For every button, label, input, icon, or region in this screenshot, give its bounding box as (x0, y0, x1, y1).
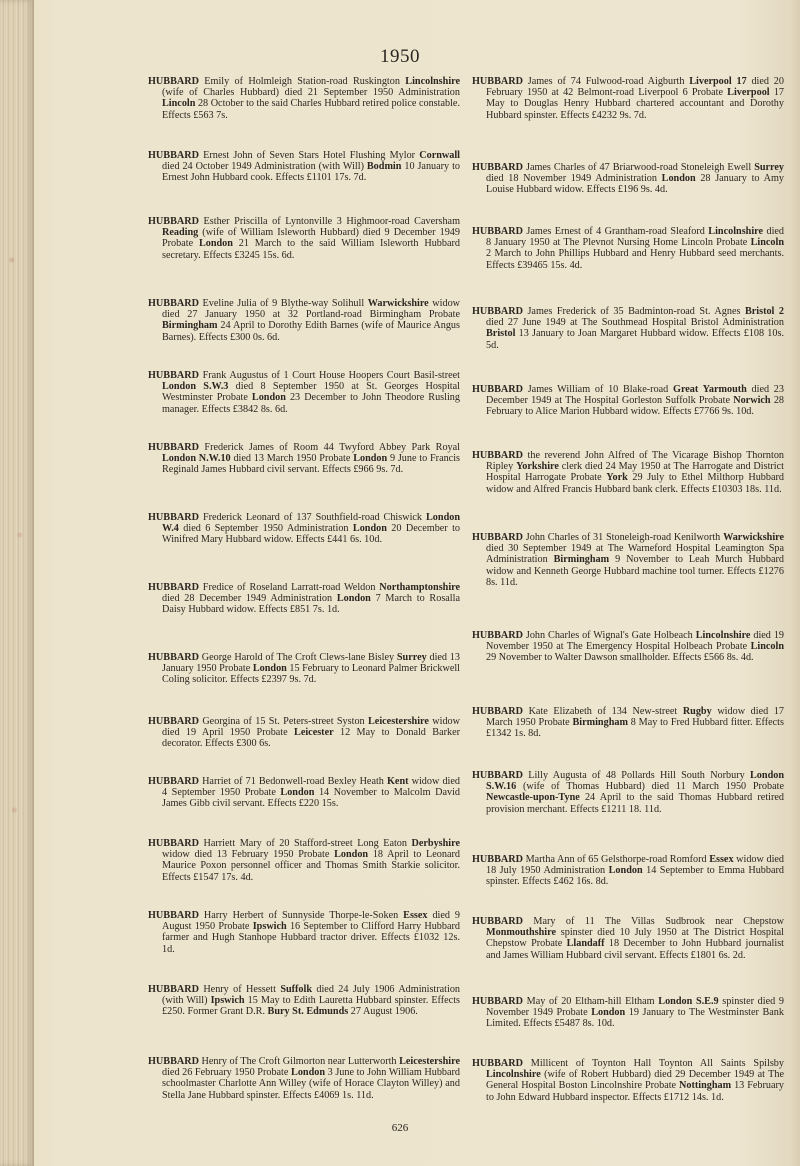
entry-text: widow died 17 March 1950 Probate (486, 706, 785, 729)
entry-place-bold: London (291, 1067, 326, 1079)
entry-text: spinster died 9 November 1949 Probate (486, 996, 785, 1019)
entry-surname: HUBBARD (472, 162, 523, 173)
entry-surname: HUBBARD (148, 216, 199, 227)
entry-text: 29 July to Ethel Milthorp Hubbard widow and Alfred Francis Hubbard bank clerk. Effects £10303 18s. 11d. (486, 472, 784, 495)
entry-place-bold: Liverpool 17 (689, 76, 747, 87)
entry-text: John Charles of Wignal's Gate Holbeach (525, 630, 696, 641)
entry-text: 14 September to Emma Hubbard spinster. Effects £462 16s. 8d. (486, 865, 784, 888)
entry-text: James Frederick of 35 Badminton-road St. Agnes (527, 306, 745, 317)
entry-text: 13 February to John Edward Hubbard inspector. Effects £1712 14s. 1d. (486, 1080, 784, 1103)
entry-surname: HUBBARD (148, 984, 199, 995)
entry-text: 8 May to Fred Hubbard fitter. Effects £1342 1s. 8d. (486, 717, 784, 740)
entry-text: 27 August 1906. (348, 1006, 418, 1018)
entry-text: died 13 March 1950 Probate (230, 453, 354, 465)
register-entry (148, 582, 460, 616)
entry-surname: HUBBARD (148, 298, 199, 309)
entry-text: Harriet of 71 Bedonwell-road Bexley Heath (202, 776, 387, 787)
entry-place-bold: Ipswich (252, 921, 287, 933)
entry-text: died 13 January 1950 Probate (162, 652, 460, 675)
register-entry (148, 442, 460, 476)
entry-surname: HUBBARD (472, 630, 523, 641)
entry-surname: HUBBARD (472, 532, 523, 543)
entry-place-bold: London (352, 523, 387, 535)
entry-place-bold: London (661, 173, 696, 185)
entry-text: died 8 January 1950 at The Plevnot Nursing Home Lincoln Probate (486, 226, 785, 249)
entry-place-bold: Nottingham (679, 1080, 732, 1092)
entry-text: died 20 February 1950 at 42 Belmont-road Liverpool 6 Probate (486, 76, 784, 99)
entry-place-bold: London W.4 (162, 512, 460, 535)
entry-place-bold: London (251, 392, 286, 404)
entry-text: Henry of Hessett (203, 984, 281, 995)
entry-surname: HUBBARD (148, 442, 199, 453)
entry-text: 2 March to John Phillips Hubbard and Henry Hubbard seed merchants. Effects £39465 15s. 4d. (486, 248, 784, 271)
entry-text: James Ernest of 4 Grantham-road Sleaford (526, 226, 709, 237)
entry-place-bold: Leicestershire (368, 716, 429, 727)
entry-place-bold: London S.E.9 (658, 996, 719, 1007)
entry-surname: HUBBARD (148, 776, 199, 787)
register-entry (472, 630, 784, 664)
entry-text: Harriett Mary of 20 Stafford-street Long Eaton (203, 838, 412, 849)
entry-text: 3 June to John William Hubbard schoolmaster Charlotte Ann Willey (wife of Horace Clayton Willey) and Stella Jane Hubbard spinster. Effects £4069 1s. 11d. (162, 1067, 461, 1101)
entry-text: 19 January to The Westminster Bank Limited. Effects £5487 8s. 10d. (486, 1007, 784, 1030)
entry-text: widow died 19 April 1950 Probate (162, 716, 461, 739)
page-year-heading: 1950 (380, 46, 420, 67)
entry-text: Mary of 11 The Villas Sudbrook near Chepstow (533, 916, 784, 927)
entry-text: 20 December to Winifred Mary Hubbard widow. Effects £441 6s. 10d. (162, 523, 461, 546)
entry-text: died 24 October 1949 Administration (with Will) (162, 161, 367, 173)
entry-text: spinster died 10 July 1950 at The District Hospital Chepstow Probate (486, 927, 784, 950)
entry-place-bold: Essex (403, 910, 428, 921)
entry-place-bold: London S.W.16 (486, 770, 784, 793)
register-entry (472, 770, 784, 815)
register-entry (472, 706, 784, 740)
register-entry (148, 652, 460, 686)
entry-place-bold: Lincolnshire (405, 76, 461, 87)
entry-place-bold: Lincoln (750, 641, 784, 653)
entry-place-bold: London (353, 453, 388, 465)
entry-text: Georgina of 15 St. Peters-street Syston (202, 716, 368, 727)
entry-surname: HUBBARD (472, 384, 523, 395)
entry-place-bold: Yorkshire (516, 461, 559, 473)
entry-place-bold: Derbyshire (411, 838, 460, 849)
entry-text: 29 November to Walter Dawson smallholder. Effects £566 8s. 4d. (486, 652, 754, 664)
entry-text: died 30 September 1949 at The Warneford Hospital Leamington Spa Administration (486, 543, 784, 566)
entry-place-bold: Northamptonshire (379, 582, 461, 593)
register-entry (472, 76, 784, 121)
entry-place-bold: Reading (162, 227, 199, 239)
register-entry (148, 150, 460, 184)
register-entry (472, 450, 784, 495)
entry-text: clerk died 24 May 1950 at The Harrogate and District Hospital Harrogate Probate (486, 461, 784, 484)
register-entry (148, 776, 460, 810)
entry-surname: HUBBARD (148, 838, 199, 849)
entry-place-bold: Great Yarmouth (673, 384, 747, 395)
register-entry (472, 1058, 784, 1103)
entry-surname: HUBBARD (472, 306, 523, 317)
foxing-spots (4, 40, 30, 1140)
register-entry (148, 512, 460, 546)
entry-place-bold: Birmingham (162, 320, 218, 332)
entry-text: (wife of Charles Hubbard) died 21 September 1950 Administration (162, 87, 460, 99)
entry-text: died 8 September 1950 at St. Georges Hospital Westminster Probate (162, 381, 460, 404)
entry-surname: HUBBARD (148, 582, 199, 593)
entry-place-bold: London (252, 663, 287, 675)
entry-text: 21 March to the said William Isleworth Hubbard secretary. Effects £3245 15s. 6d. (162, 238, 460, 261)
entry-text: 7 March to Rosalla Daisy Hubbard widow. Effects £851 7s. 1d. (162, 593, 460, 616)
entry-place-bold: Cornwall (419, 150, 460, 161)
register-entry (472, 226, 784, 271)
entry-text: James Charles of 47 Briarwood-road Stoneleigh Ewell (525, 162, 755, 173)
entry-text: died 24 July 1906 Administration (with Will) (162, 984, 461, 1007)
entry-place-bold: Warwickshire (723, 532, 785, 543)
entry-place-bold: Bury St. Edmunds (267, 1006, 349, 1018)
entry-place-bold: Rugby (682, 706, 712, 717)
entry-text: the reverend John Alfred of The Vicarage Bishop Thornton Ripley (486, 450, 785, 473)
entry-text: 24 April to Dorothy Edith Barnes (wife of Maurice Angus Barnes). Effects £300 0s. 6d. (162, 320, 460, 343)
entry-place-bold: Leicester (294, 727, 334, 739)
book-spine-edge (0, 0, 34, 1166)
entry-place-bold: Birmingham (572, 717, 628, 729)
entry-text: Millicent of Toynton Hall Toynton All Saints Spilsby (530, 1058, 784, 1069)
entry-text: Kate Elizabeth of 134 New-street (528, 706, 683, 717)
entry-text: 15 February to Leonard Palmer Brickwell Coling solicitor. Effects £2397 9s. 7d. (162, 663, 460, 686)
entry-place-bold: Suffolk (280, 984, 313, 995)
register-entry (148, 370, 460, 415)
entry-place-bold: Birmingham (553, 554, 610, 566)
entry-surname: HUBBARD (472, 226, 523, 237)
entry-place-bold: Surrey (754, 162, 785, 173)
register-entry (148, 984, 460, 1018)
entry-text: 28 October to the said Charles Hubbard retired police constable. Effects £563 7s. (162, 98, 460, 121)
entry-text: 28 February to Alice Marion Hubbard widow. Effects £7766 9s. 10d. (486, 395, 785, 418)
entry-text: (wife of William Isleworth Hubbard) died 9 December 1949 Probate (162, 227, 460, 250)
entry-text: 24 April to the said Thomas Hubbard retired provision merchant. Effects £1211 18. 11d. (486, 792, 784, 815)
entry-text: 18 April to Leonard Maurice Poxon personnel officer and Thomas Smith Starkie solicitor. Effects £1547 17s. 4d. (162, 849, 460, 883)
register-entry (148, 716, 460, 750)
register-entry (148, 838, 460, 883)
entry-text: widow died 13 February 1950 Probate (162, 849, 335, 861)
entry-text: Frank Augustus of 1 Court House Hoopers Court Basil-street (202, 370, 460, 381)
register-entry (148, 76, 460, 121)
entry-place-bold: London (198, 238, 233, 250)
entry-surname: HUBBARD (472, 706, 523, 717)
entry-text: died 27 June 1949 at The Southmead Hospital Bristol Administration (486, 317, 784, 329)
entry-place-bold: London (591, 1007, 626, 1019)
entry-surname: HUBBARD (148, 910, 199, 921)
register-entry (472, 916, 784, 961)
register-entry (472, 384, 784, 418)
entry-text: Henry of The Croft Gilmorton near Lutterworth (201, 1056, 400, 1067)
entry-text: Fredice of Roseland Larratt-road Weldon (202, 582, 380, 593)
entry-text: died 18 November 1949 Administration (486, 173, 662, 185)
entry-surname: HUBBARD (472, 854, 523, 865)
entry-text: 23 December to John Theodore Rusling manager. Effects £3842 8s. 6d. (162, 392, 460, 415)
entry-text: James William of 10 Blake-road (527, 384, 674, 395)
entry-text: died 23 December 1949 at The Hospital Gorleston Suffolk Probate (486, 384, 784, 407)
entry-text: Harry Herbert of Sunnyside Thorpe-le-Soken (203, 910, 404, 921)
register-entry (148, 216, 460, 261)
entry-place-bold: York (606, 472, 628, 484)
entry-surname: HUBBARD (472, 996, 523, 1007)
entry-place-bold: Lincolnshire (695, 630, 751, 641)
entry-text: 28 January to Amy Louise Hubbard widow. Effects £196 9s. 4d. (486, 173, 784, 196)
entry-place-bold: Ipswich (210, 995, 245, 1007)
entry-surname: HUBBARD (148, 150, 199, 161)
entry-place-bold: Lincoln (750, 237, 784, 249)
entry-text: Lilly Augusta of 48 Pollards Hill South Norbury (528, 770, 751, 781)
entry-place-bold: London (334, 849, 369, 861)
entry-text: (wife of Thomas Hubbard) died 11 March 1950 Probate (516, 781, 784, 793)
entry-text: Martha Ann of 65 Gelsthorpe-road Romford (525, 854, 710, 865)
entry-text: Frederick James of Room 44 Twyford Abbey Park Royal (204, 442, 460, 453)
entry-place-bold: Lincolnshire (708, 226, 764, 237)
entry-text: John Charles of 31 Stoneleigh-road Kenilworth (525, 532, 724, 543)
entry-place-bold: Surrey (396, 652, 427, 663)
entry-surname: HUBBARD (148, 716, 199, 727)
register-entry (472, 306, 784, 351)
entry-place-bold: Leicestershire (399, 1056, 460, 1067)
entry-text: widow died 27 January 1950 at 32 Portland-road Birmingham Probate (162, 298, 461, 321)
entry-text: George Harold of The Croft Clews-lane Bisley (201, 652, 397, 663)
entry-surname: HUBBARD (148, 1056, 199, 1067)
entry-text: 18 December to John Hubbard journalist and James William Hubbard civil servant. Effects £1801 6s. 2d. (486, 938, 785, 961)
entry-text: widow died 4 September 1950 Probate (162, 776, 460, 799)
entry-place-bold: Newcastle-upon-Tyne (486, 792, 580, 804)
register-entry (148, 1056, 460, 1101)
entry-text: 12 May to Donald Barker decorator. Effects £300 6s. (162, 727, 460, 750)
entry-surname: HUBBARD (472, 76, 523, 87)
entry-text: Ernest John of Seven Stars Hotel Flushing Mylor (203, 150, 420, 161)
entry-text: 15 May to Edith Lauretta Hubbard spinster. Effects £250. Former Grant D.R. (162, 995, 460, 1018)
entry-surname: HUBBARD (472, 770, 523, 781)
entry-text: 14 November to Malcolm David James Gibb civil servant. Effects £220 15s. (162, 787, 460, 810)
entry-text: Esther Priscilla of Lyntonville 3 Highmoor-road Caversham (203, 216, 461, 227)
entry-place-bold: Kent (387, 776, 409, 787)
register-entry (472, 996, 784, 1030)
entry-text: died 26 February 1950 Probate (162, 1067, 292, 1079)
register-entry (472, 854, 784, 888)
entry-text: died 19 November 1950 at The Emergency Hospital Holbeach Probate (486, 630, 785, 653)
register-entry (148, 910, 460, 955)
entry-surname: HUBBARD (472, 1058, 523, 1069)
entry-surname: HUBBARD (148, 76, 199, 87)
entry-text: died 6 September 1950 Administration (178, 523, 353, 535)
entry-place-bold: Liverpool (727, 87, 770, 99)
entry-place-bold: Bodmin (366, 161, 402, 173)
entry-surname: HUBBARD (472, 916, 523, 927)
entry-text: Frederick Leonard of 137 Southfield-road Chiswick (202, 512, 427, 523)
entry-place-bold: Essex (709, 854, 734, 865)
entry-surname: HUBBARD (148, 512, 199, 523)
entry-place-bold: London S.W.3 (162, 381, 229, 393)
entry-text: 13 January to Joan Margaret Hubbard widow. Effects £108 10s. 5d. (486, 328, 784, 351)
entry-place-bold: London N.W.10 (162, 453, 231, 465)
entry-text: 10 January to Ernest John Hubbard cook. Effects £1101 17s. 7d. (162, 161, 460, 184)
entry-surname: HUBBARD (148, 652, 199, 663)
entry-place-bold: Lincolnshire (486, 1069, 541, 1081)
entry-text: 17 May to Douglas Henry Hubbard chartered accountant and Dorothy Hubbard spinster. Effects £4232 9s. 7d. (486, 87, 784, 121)
entry-text: 16 September to Clifford Harry Hubbard farmer and Hugh Stanhope Hubbard tractor driver. Effects £1032 12s. 1d. (162, 921, 460, 955)
entry-surname: HUBBARD (472, 450, 523, 461)
register-entry (148, 298, 460, 343)
register-entry (472, 162, 784, 196)
entry-text: 9 November to Leah Murch Hubbard widow and Kenneth George Hubbard machine tool turner. Effects £1276 8s. 11d. (486, 554, 784, 588)
entry-text: died 28 December 1949 Administration (162, 593, 337, 605)
entry-place-bold: Llandaff (566, 938, 605, 950)
entry-text: (wife of Robert Hubbard) died 29 December 1949 at The General Hospital Boston Lincolnshire Probate (486, 1069, 784, 1092)
entry-place-bold: Monmouthshire (486, 927, 556, 939)
entry-text: May of 20 Eltham-hill Eltham (526, 996, 659, 1007)
entry-text: 9 June to Francis Reginald James Hubbard civil servant. Effects £966 9s. 7d. (162, 453, 460, 476)
entry-text: widow died 18 July 1950 Administration (486, 854, 785, 877)
entry-place-bold: Bristol 2 (744, 306, 784, 317)
entry-text: died 9 August 1950 Probate (162, 910, 461, 933)
entry-text: Eveline Julia of 9 Blythe-way Solihull (202, 298, 368, 309)
entry-place-bold: Norwich (733, 395, 771, 407)
entry-text: Emily of Holmleigh Station-road Ruskington (204, 76, 406, 87)
entry-place-bold: London (336, 593, 371, 605)
entry-place-bold: Warwickshire (367, 298, 429, 309)
entry-place-bold: London (608, 865, 643, 877)
entry-place-bold: London (280, 787, 315, 799)
entry-text: James of 74 Fulwood-road Aigburth (527, 76, 690, 87)
page-number: 626 (391, 1122, 409, 1134)
entry-place-bold: Bristol (486, 328, 516, 340)
entry-surname: HUBBARD (148, 370, 199, 381)
register-entry (472, 532, 784, 588)
entry-place-bold: Lincoln (162, 98, 196, 110)
